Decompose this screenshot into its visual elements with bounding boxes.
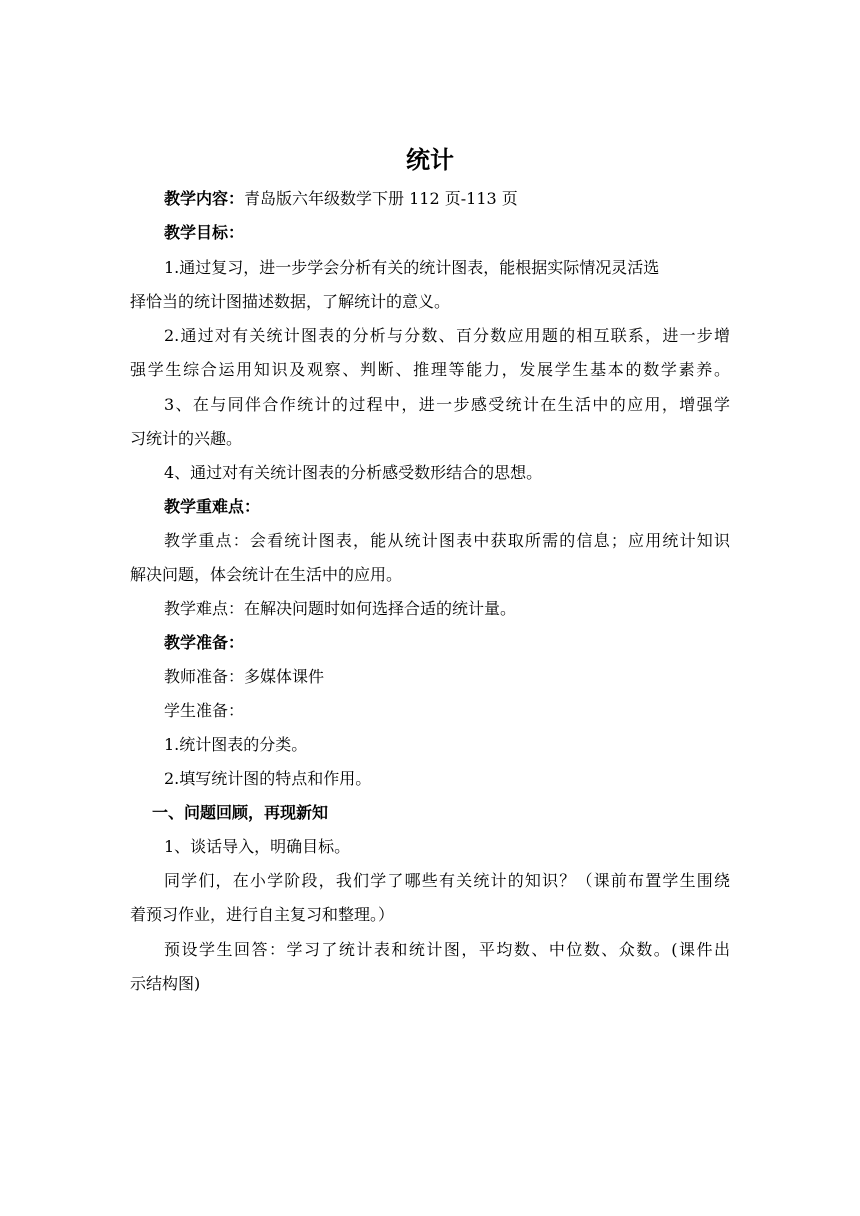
answer-line-2: 示结构图) [130,974,201,993]
content-value: 青岛版六年级数学下册 112 页-113 页 [244,189,518,208]
goal-3-line-1: 3、在与同伴合作统计的过程中，进一步感受统计在生活中的应用，增强学 [164,395,730,414]
key-point-line-2: 解决问题，体会统计在生活中的应用。 [130,565,403,584]
goal-4: 4、通过对有关统计图表的分析感受数形结合的思想。 [164,463,543,482]
goals-heading: 教学目标： [164,223,245,242]
goal-2-line-2: 强学生综合运用知识及观察、判断、推理等能力，发展学生基本的数学素养。 [130,360,730,379]
key-point-line-1: 教学重点：会看统计图表，能从统计图表中获取所需的信息；应用统计知识 [164,531,730,550]
goal-2-line-1: 2.通过对有关统计图表的分析与分数、百分数应用题的相互联系，进一步增 [164,326,730,345]
prep-heading: 教学准备： [164,633,245,652]
student-prep-item-1: 1.统计图表的分类。 [164,735,308,754]
question-line-2: 着预习作业，进行自主复习和整理。） [130,905,395,924]
section-1-heading: 一、问题回顾，再现新知 [152,803,329,822]
difficulty-point: 教学难点：在解决问题时如何选择合适的统计量。 [164,599,517,618]
teacher-prep: 教师准备：多媒体课件 [164,667,325,686]
goal-1-line-2: 择恰当的统计图描述数据，了解统计的意义。 [130,292,451,311]
goal-3-line-2: 习统计的兴趣。 [130,429,243,448]
student-prep: 学生准备： [164,701,245,720]
key-points-heading: 教学重难点： [164,497,261,516]
page-title: 统计 [406,146,454,174]
step-1: 1、谈话导入，明确目标。 [164,837,351,856]
goal-1-line-1: 1.通过复习，进一步学会分析有关的统计图表，能根据实际情况灵活选 [164,258,660,277]
answer-line-1: 预设学生回答：学习了统计表和统计图，平均数、中位数、众数。(课件出 [164,940,730,959]
content-label: 教学内容： [164,189,245,208]
content-line [130,182,730,216]
question-line-1: 同学们，在小学阶段，我们学了哪些有关统计的知识？（课前布置学生围绕 [164,871,730,890]
student-prep-item-2: 2.填写统计图的特点和作用。 [164,769,372,788]
